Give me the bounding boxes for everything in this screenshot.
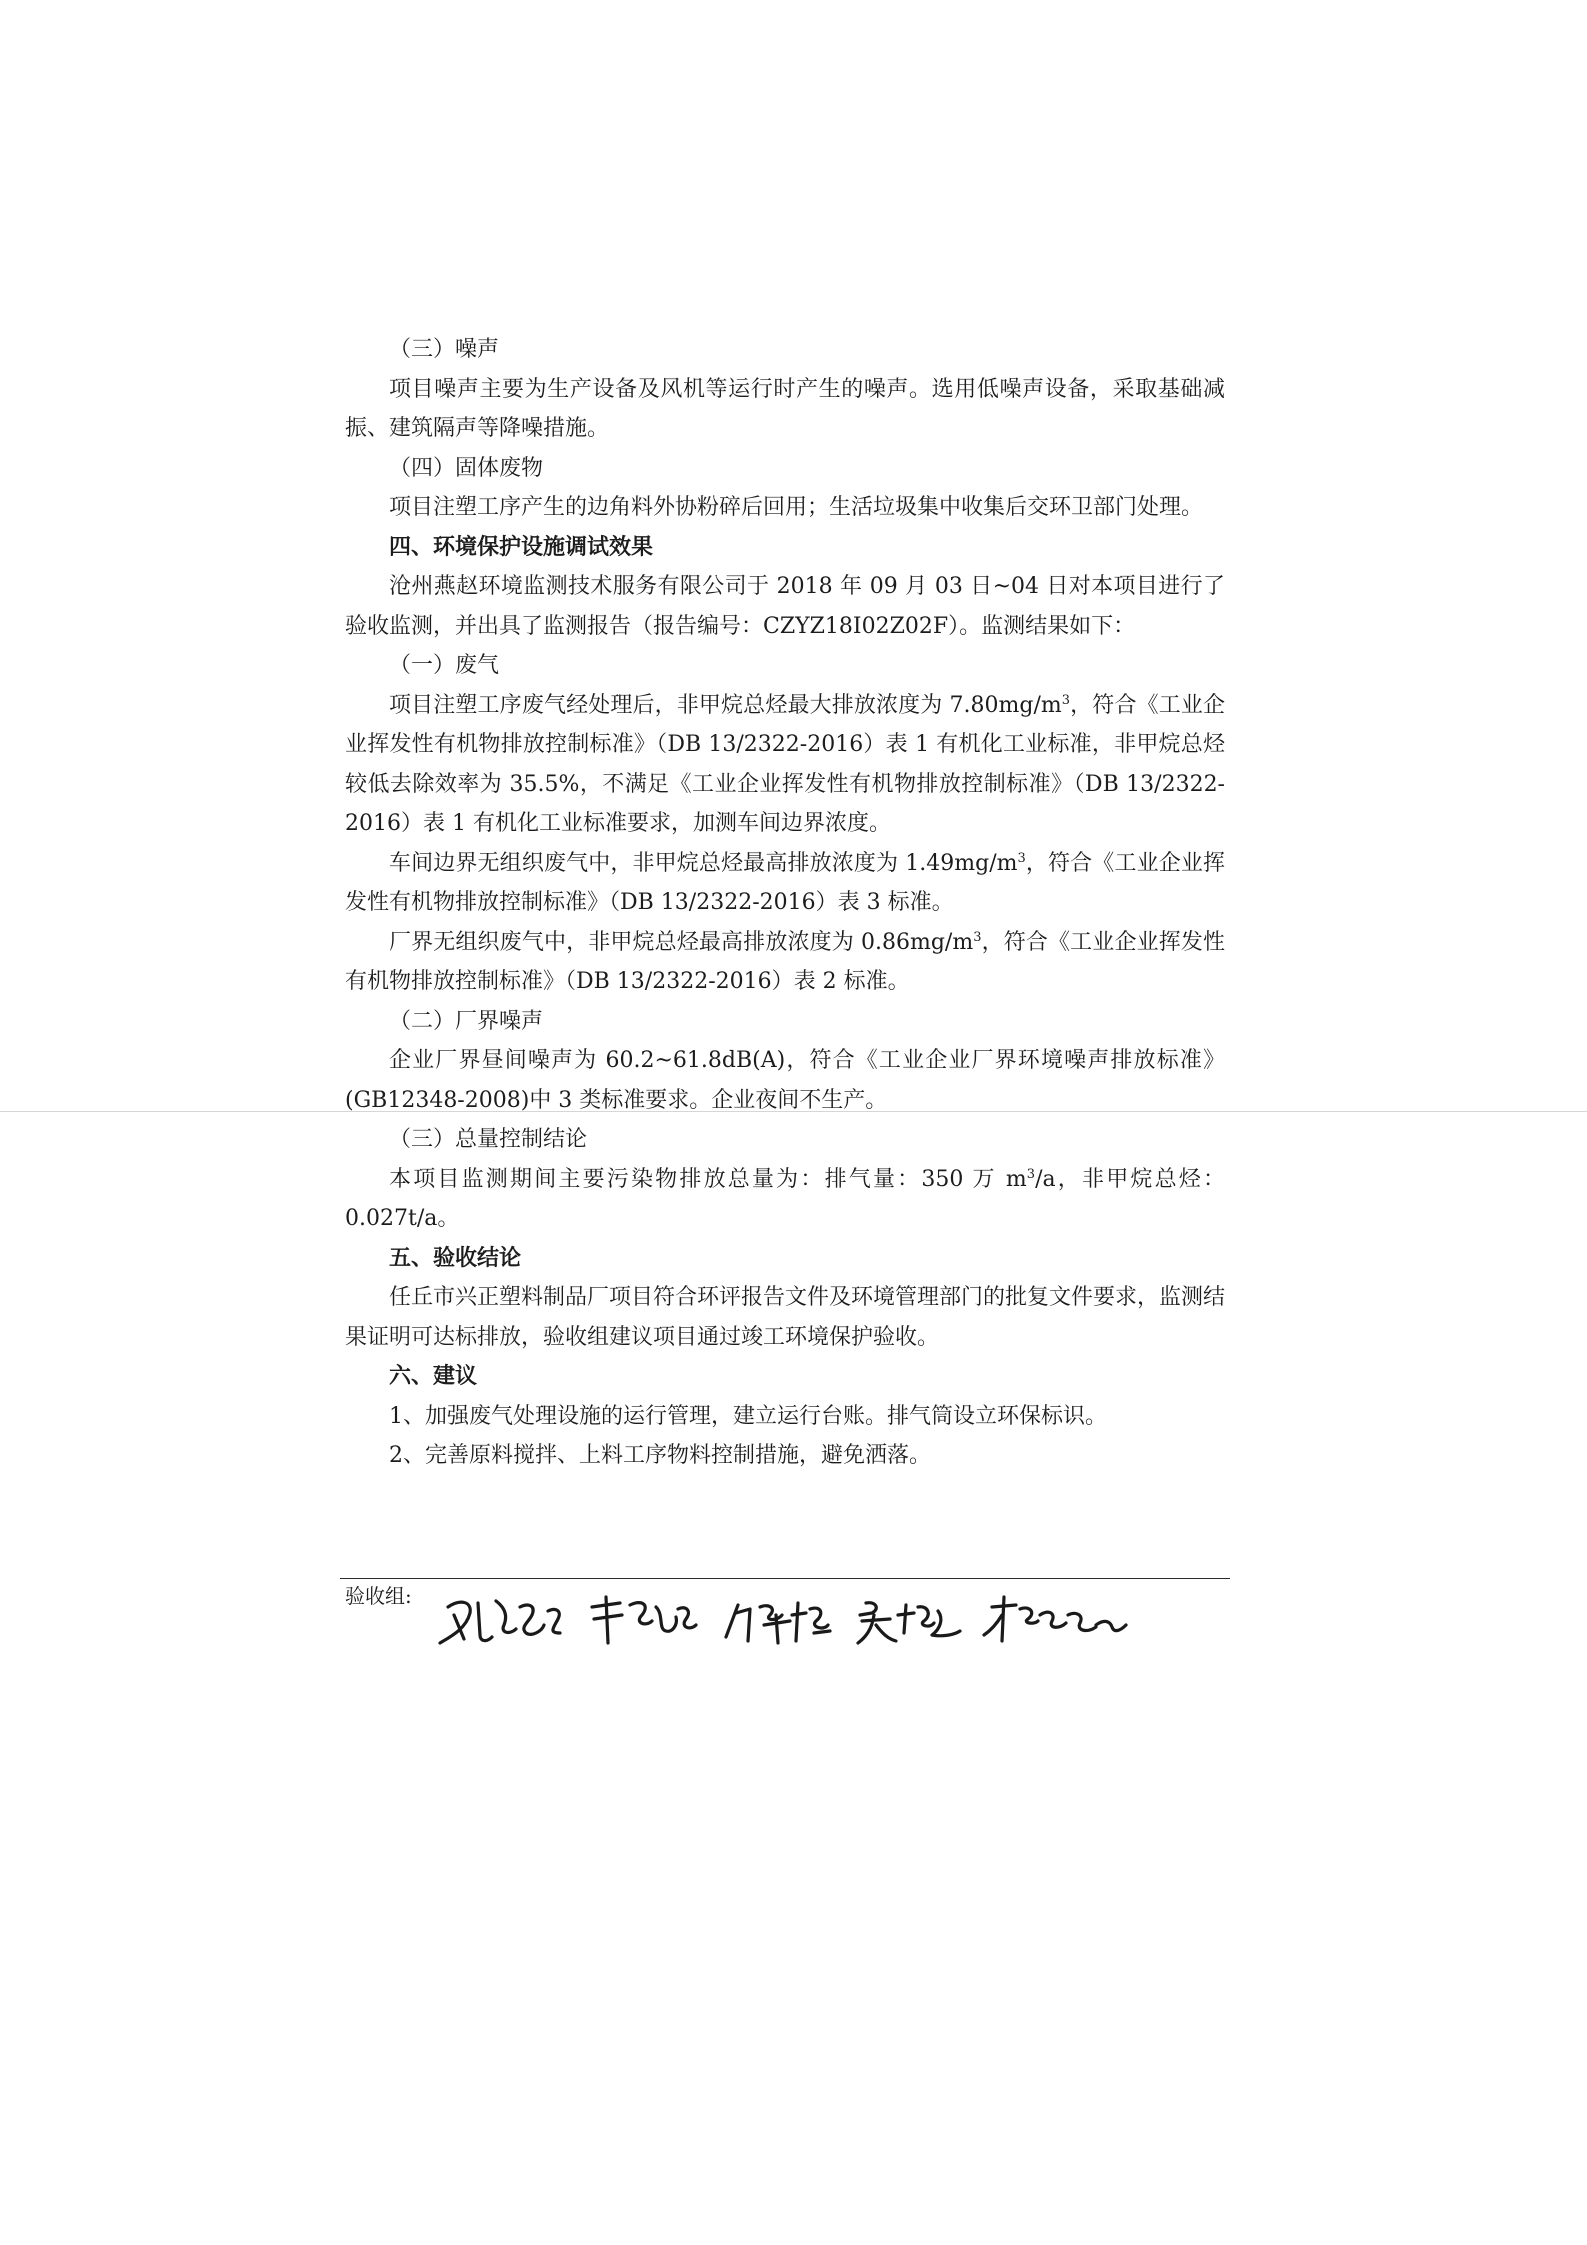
text-run: 车间边界无组织废气中，非甲烷总烃最高排放浓度为 1.49mg/m	[389, 850, 1018, 876]
signature-label: 验收组:	[345, 1584, 412, 1608]
paragraph-workshop-boundary	[345, 844, 1225, 923]
heading-noise: （三）噪声	[389, 337, 500, 362]
signature-2	[592, 1597, 696, 1643]
paragraph-exhaust-gas	[345, 686, 1225, 844]
paragraph-suggestion-1: 1、加强废气处理设施的运行管理，建立运行台账。排气筒设立环保标识。	[389, 1403, 1107, 1429]
signature-4	[858, 1603, 960, 1643]
heading-section-five: 五、验收结论	[389, 1244, 522, 1271]
text-run: ，符合《工业企业挥发性有机物排放控制标准》（DB 13/2322-2016）表 1 有机化工业标准，非甲烷总烃较低去除效率为 35.5%，不满足《工业企业挥发性有机物排放控制标准》（DB 13/2322-2016）表 1 有机化工业标准要求，加测车间边界浓度。	[345, 692, 1225, 836]
superscript-3: 3	[1026, 1166, 1036, 1182]
text-run: ，符合《工业企业挥发性有机物排放控制标准》（DB 13/2322-2016）表 2 标准。	[345, 929, 1225, 994]
heading-section-six: 六、建议	[389, 1363, 478, 1389]
paragraph-plant-boundary	[345, 923, 1225, 1002]
text-run: 厂界无组织废气中，非甲烷总烃最高排放浓度为 0.86mg/m	[389, 929, 974, 955]
superscript-3: 3	[973, 929, 982, 945]
paragraph-monitoring: 沧州燕赵环境监测技术服务有限公司于 2018 年 09 月 03 日~04 日对本项目进行了验收监测，并出具了监测报告（报告编号：CZYZ18I02Z02F）。监测结果如下：	[345, 574, 1225, 639]
heading-exhaust-gas: （一）废气	[389, 653, 500, 678]
signature-rule	[340, 1578, 1230, 1579]
text-run: ，符合《工业企业挥发性有机物排放控制标准》（DB 13/2322-2016）表 3 标准。	[345, 850, 1225, 915]
paragraph-solid-waste: 项目注塑工序产生的边角料外协粉碎后回用；生活垃圾集中收集后交环卫部门处理。	[389, 495, 1204, 520]
paragraph-boundary-noise: 企业厂界昼间噪声为 60.2~61.8dB(A)，符合《工业企业厂界环境噪声排放标准》(GB12348-2008)中 3 类标准要求。企业夜间不生产。	[345, 1048, 1225, 1113]
signature-1	[440, 1601, 560, 1643]
paragraph-conclusion: 任丘市兴正塑料制品厂项目符合环评报告文件及环境管理部门的批复文件要求，监测结果证明可达标排放，验收组建议项目通过竣工环境保护验收。	[345, 1285, 1226, 1350]
paragraph-total-control	[345, 1160, 1225, 1239]
signature-5	[984, 1597, 1126, 1641]
paragraph-noise: 项目噪声主要为生产设备及风机等运行时产生的噪声。选用低噪声设备，采取基础减振、建筑隔声等降噪措施。	[345, 376, 1225, 441]
handwritten-signatures	[420, 1585, 1140, 1660]
superscript-3: 3	[1061, 692, 1071, 708]
text-run: 本项目监测期间主要污染物排放总量为：排气量：350 万 m	[389, 1166, 1027, 1192]
document-body	[345, 330, 1225, 1476]
heading-total-control: （三）总量控制结论	[389, 1127, 588, 1152]
text-run: 项目注塑工序废气经处理后，非甲烷总烃最大排放浓度为 7.80mg/m	[389, 692, 1062, 718]
text-run: /a，非甲烷总烃：0.027t/a。	[345, 1166, 1225, 1231]
heading-section-four: 四、环境保护设施调试效果	[389, 533, 654, 560]
paragraph-suggestion-2: 2、完善原料搅拌、上料工序物料控制措施，避免洒落。	[389, 1443, 931, 1468]
signature-3	[726, 1603, 830, 1643]
heading-boundary-noise: （二）厂界噪声	[389, 1008, 544, 1034]
heading-solid-waste: （四）固体废物	[389, 455, 544, 481]
superscript-3: 3	[1017, 850, 1026, 866]
